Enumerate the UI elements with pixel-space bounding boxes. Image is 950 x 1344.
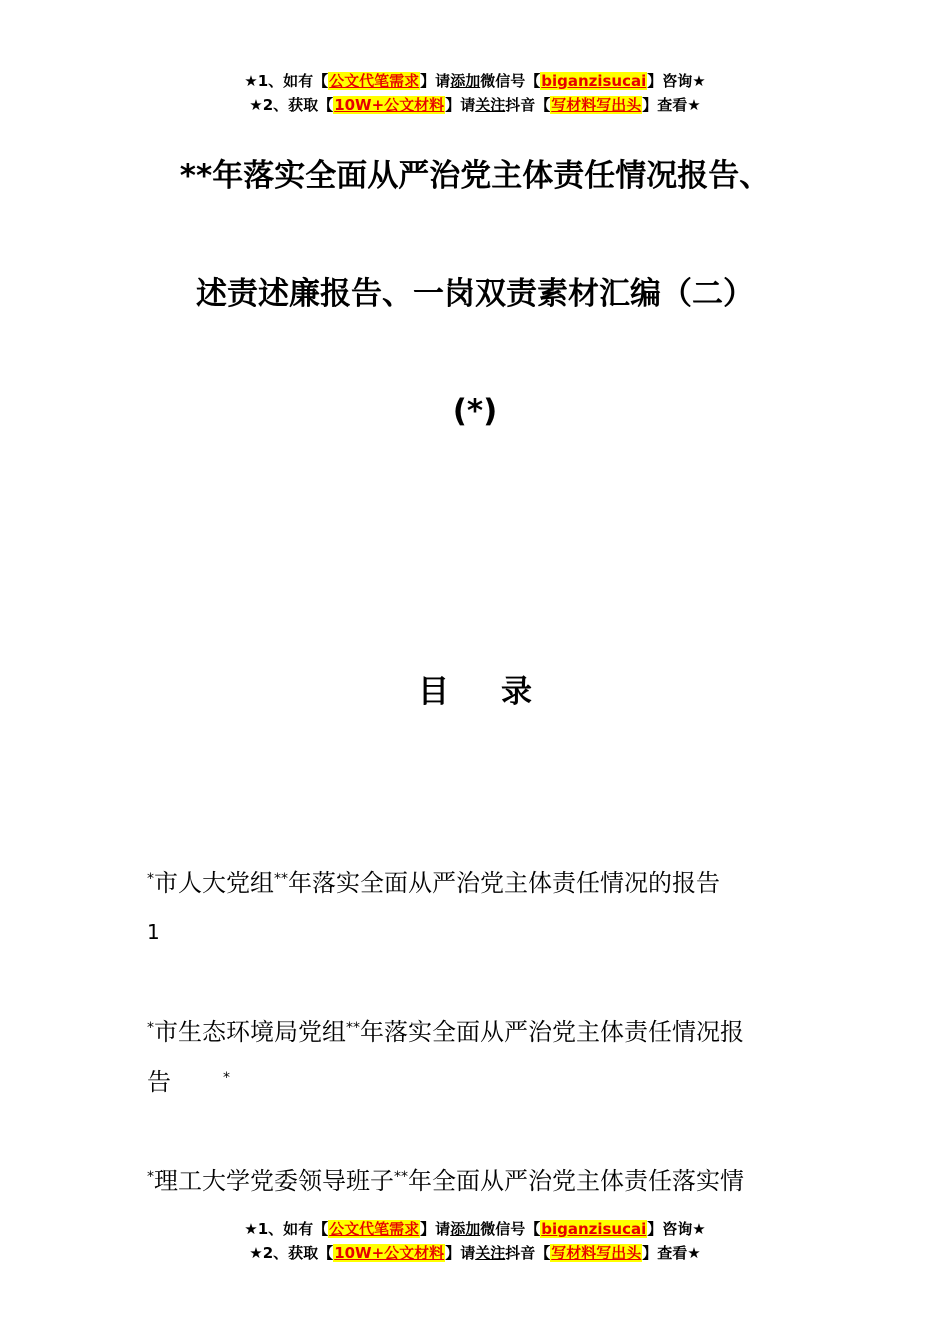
promo-douyin-id: 写材料写出头: [551, 1244, 642, 1262]
promo-highlight: 10W+公文材料: [334, 1244, 445, 1262]
promo-highlight: 10W+公文材料: [334, 96, 445, 114]
toc-entry-2-continued: 告 *: [147, 1068, 230, 1096]
document-title-line-1: **年落实全面从严治党主体责任情况报告、: [179, 158, 771, 194]
promo-line-2: ★2、获取【10W+公文材料】请关注抖音【写材料写出头】查看★: [249, 96, 701, 114]
toc-heading: 目 录: [418, 674, 532, 710]
promo-wechat-id: biganzisucai: [541, 1220, 647, 1238]
toc-entry-2[interactable]: *市生态环境局党组**年落实全面从严治党主体责任情况报: [147, 1018, 744, 1046]
promo-douyin-id: 写材料写出头: [551, 96, 642, 114]
document-title-line-3: (*): [452, 393, 498, 429]
toc-entry-1-page: 1: [147, 920, 160, 944]
promo-line-1: ★1、如有【公文代笔需求】请添加微信号【biganzisucai】咨询★: [244, 72, 706, 90]
promo-header: [0, 69, 950, 117]
promo-highlight: 公文代笔需求: [329, 72, 420, 90]
promo-highlight: 公文代笔需求: [329, 1220, 420, 1238]
toc-entry-3[interactable]: *理工大学党委领导班子**年全面从严治党主体责任落实情: [147, 1167, 744, 1195]
document-title-line-2: 述责述廉报告、一岗双责素材汇编（二）: [196, 276, 754, 312]
toc-entry-2-page: *: [223, 1070, 230, 1086]
promo-wechat-id: biganzisucai: [541, 72, 647, 90]
promo-line-1: ★1、如有【公文代笔需求】请添加微信号【biganzisucai】咨询★: [244, 1220, 706, 1238]
toc-entry-1[interactable]: *市人大党组**年落实全面从严治党主体责任情况的报告: [147, 869, 720, 897]
promo-line-2: ★2、获取【10W+公文材料】请关注抖音【写材料写出头】查看★: [249, 1244, 701, 1262]
promo-footer: [0, 1217, 950, 1265]
